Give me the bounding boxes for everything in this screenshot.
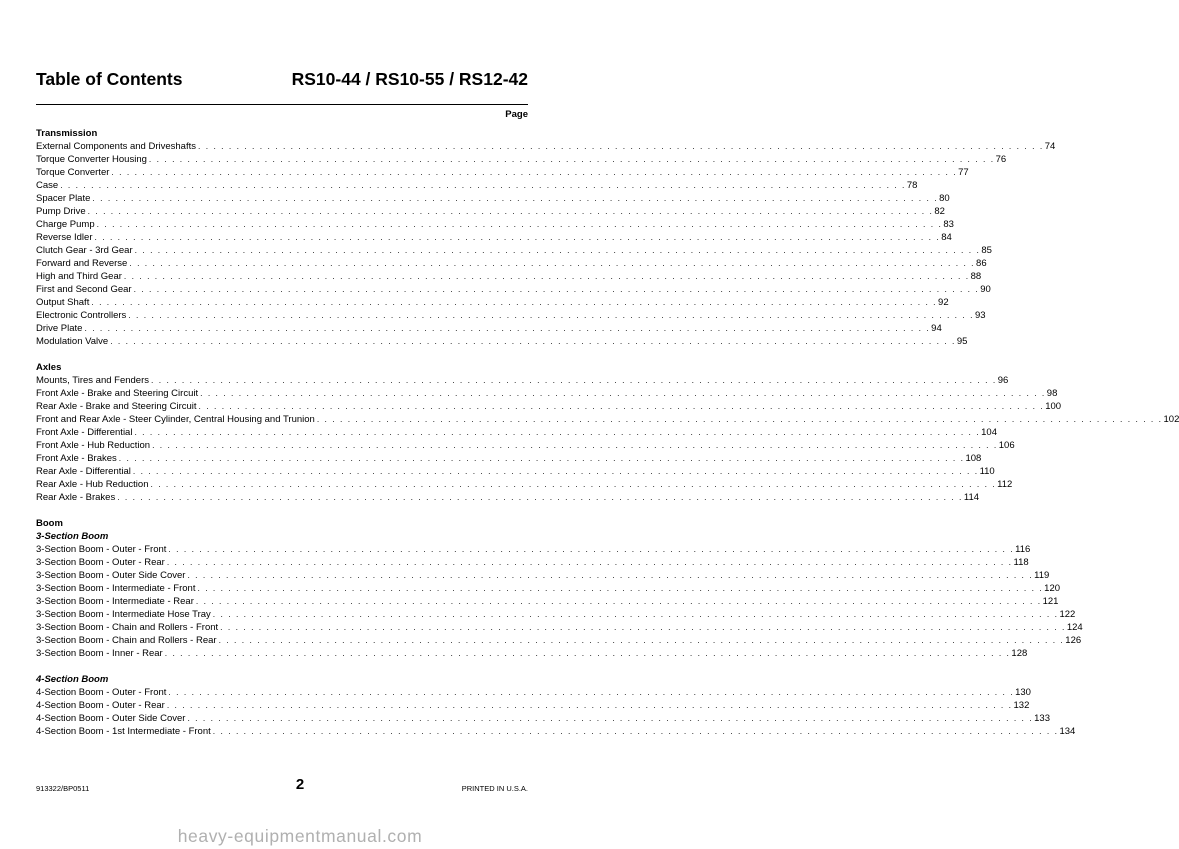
dot-leader: . . . . . . . . . . . . . . . . . . . . . . . . . . . . . . . . . . . . . . . . . . . . . . . . . . . . . . . . . . . . . . . . . . . . . . . . . . . . . . . . . . . . . . . . . . . . . . . . . . . . . . . . . . . . . . [198, 141, 1044, 151]
toc-entry-label: Forward and Reverse [36, 258, 128, 269]
toc-entry-page: 90 [980, 284, 991, 295]
dot-leader: . . . . . . . . . . . . . . . . . . . . . . . . . . . . . . . . . . . . . . . . . . . . . . . . . . . . . . . . . . . . . . . . . . . . . . . . . . . . . . . . . . . . . . . . . . . . . . . . . . . . . . . . . . . . . . [212, 609, 1059, 619]
toc-entry[interactable] [36, 309, 986, 322]
toc-entry-label: 3-Section Boom - Inner - Rear [36, 648, 163, 659]
toc-entry-page: 133 [1034, 713, 1050, 724]
dot-leader: . . . . . . . . . . . . . . . . . . . . . . . . . . . . . . . . . . . . . . . . . . . . . . . . . . . . . . . . . . . . . . . . . . . . . . . . . . . . . . . . . . . . . . . . . . . . . . . . . . . . . . . . . . . . . . [133, 284, 980, 294]
dot-leader: . . . . . . . . . . . . . . . . . . . . . . . . . . . . . . . . . . . . . . . . . . . . . . . . . . . . . . . . . . . . . . . . . . . . . . . . . . . . . . . . . . . . . . . . . . . . . . . . . . . . . . . . . . . . . . [218, 635, 1065, 645]
toc-entry-label: 4-Section Boom - Outer Side Cover [36, 713, 186, 724]
toc-entry-page: 76 [995, 154, 1007, 165]
toc-entry-label: 3-Section Boom - Intermediate - Front [36, 583, 196, 594]
dot-leader: . . . . . . . . . . . . . . . . . . . . . . . . . . . . . . . . . . . . . . . . . . . . . . . . . . . . . . . . . . . . . . . . . . . . . . . . . . . . . . . . . . . . . . . . . . . . . . . . . . . . . . . . . . . . . . [92, 193, 939, 203]
toc-entry-label: Reverse Idler [36, 232, 93, 243]
toc-entry-page: 112 [997, 479, 1013, 490]
toc-entry-label: Case [36, 180, 59, 191]
toc-entry[interactable] [36, 153, 1007, 166]
dot-leader: . . . . . . . . . . . . . . . . . . . . . . . . . . . . . . . . . . . . . . . . . . . . . . . . . . . . . . . . . . . . . . . . . . . . . . . . . . . . . . . . . . . . . . . . . . . . . . . . . . . . . . . . . . . . . . [187, 713, 1034, 723]
toc-entry-label: Rear Axle - Brakes [36, 492, 116, 503]
section-title: Axles [36, 362, 62, 373]
subsection-title: 3-Section Boom [36, 531, 109, 542]
dot-leader: . . . . . . . . . . . . . . . . . . . . . . . . . . . . . . . . . . . . . . . . . . . . . . . . . . . . . . . . . . . . . . . . . . . . . . . . . . . . . . . . . . . . . . . . . . . . . . . . . . . . . . . . . . . . . . [60, 180, 906, 190]
toc-entry-page: 124 [1066, 622, 1083, 633]
toc-entry-label: Front Axle - Brakes [36, 453, 117, 464]
toc-entry-label: Modulation Valve [36, 336, 109, 347]
dot-leader: . . . . . . . . . . . . . . . . . . . . . . . . . . . . . . . . . . . . . . . . . . . . . . . . . . . . . . . . . . . . . . . . . . . . . . . . . . . . . . . . . . . . . . . . . . . . . . . . . . . . . . . . . . . . . . [168, 687, 1015, 697]
toc-entry-page: 122 [1059, 609, 1076, 620]
toc-entry[interactable] [36, 621, 1083, 634]
toc-entry[interactable] [36, 374, 1009, 387]
toc-entry[interactable] [36, 452, 982, 465]
toc-entry-page: 82 [934, 206, 945, 217]
toc-entry-page: 96 [997, 375, 1009, 386]
toc-entry-label: Torque Converter [36, 167, 110, 178]
toc-entry-page: 116 [1015, 544, 1031, 555]
toc-entry[interactable] [36, 712, 1050, 725]
toc-entry[interactable] [36, 608, 1076, 621]
toc-entry[interactable] [36, 647, 1028, 660]
toc-entry[interactable] [36, 478, 1013, 491]
dot-leader: . . . . . . . . . . . . . . . . . . . . . . . . . . . . . . . . . . . . . . . . . . . . . . . . . . . . . . . . . . . . . . . . . . . . . . . . . . . . . . . . . . . . . . . . . . . . . . . . . . . . . . . . . . . . . . [150, 479, 997, 489]
toc-entry-page: 121 [1042, 596, 1059, 607]
toc-entry-label: Output Shaft [36, 297, 90, 308]
toc-entry-label: Pump Drive [36, 206, 86, 217]
toc-entry-page: 130 [1015, 687, 1031, 698]
dot-leader: . . . . . . . . . . . . . . . . . . . . . . . . . . . . . . . . . . . . . . . . . . . . . . . . . . . . . . . . . . . . . . . . . . . . . . . . . . . . . . . . . . . . . . . . . . . . . . . . . . . . . . . . . . . . . . [94, 232, 941, 242]
toc-entry-page: 106 [998, 440, 1015, 451]
toc-entry[interactable] [36, 556, 1029, 569]
toc-entry[interactable] [36, 335, 968, 348]
dot-leader: . . . . . . . . . . . . . . . . . . . . . . . . . . . . . . . . . . . . . . . . . . . . . . . . . . . . . . . . . . . . . . . . . . . . . . . . . . . . . . . . . . . . . . . . . . . . . . . . . . . . . . . . . . . . . . [151, 375, 997, 385]
toc-entry-page: 83 [943, 219, 954, 230]
dot-leader: . . . . . . . . . . . . . . . . . . . . . . . . . . . . . . . . . . . . . . . . . . . . . . . . . . . . . . . . . . . . . . . . . . . . . . . . . . . . . . . . . . . . . . . . . . . . . . . . . . . . . . . . . . . . . . [110, 336, 956, 346]
dot-leader: . . . . . . . . . . . . . . . . . . . . . . . . . . . . . . . . . . . . . . . . . . . . . . . . . . . . . . . . . . . . . . . . . . . . . . . . . . . . . . . . . . . . . . . . . . . . . . . . . . . . . . . . . . . . . . [96, 219, 943, 229]
model-numbers: RS10-44 / RS10-55 / RS12-42 [291, 69, 528, 89]
toc-entry[interactable] [36, 569, 1050, 582]
dot-leader: . . . . . . . . . . . . . . . . . . . . . . . . . . . . . . . . . . . . . . . . . . . . . . . . . . . . . . . . . . . . . . . . . . . . . . . . . . . . . . . . . . . . . . . . . . . . . . . . . . . . . . . . . . . . . . [129, 258, 976, 268]
subsection-title: 4-Section Boom [36, 674, 109, 685]
toc-entry-label: Front Axle - Hub Reduction [36, 440, 151, 451]
toc-entry[interactable] [36, 192, 950, 205]
toc-entry[interactable] [36, 205, 945, 218]
toc-entry-label: External Components and Driveshafts [36, 141, 196, 152]
dot-leader: . . . . . . . . . . . . . . . . . . . . . . . . . . . . . . . . . . . . . . . . . . . . . . . . . . . . . . . . . . . . . . . . . . . . . . . . . . . . . . . . . . . . . . . . . . . . . . . . . . . . . . . . . . . . . . [152, 440, 998, 450]
toc-entry[interactable] [36, 231, 952, 244]
toc-entry-page: 100 [1045, 401, 1062, 412]
toc-entry-page: 120 [1044, 583, 1061, 594]
toc-entry[interactable] [36, 218, 954, 231]
section-spacer [36, 348, 528, 361]
dot-leader: . . . . . . . . . . . . . . . . . . . . . . . . . . . . . . . . . . . . . . . . . . . . . . . . . . . . . . . . . . . . . . . . . . . . . . . . . . . . . . . . . . . . . . . . . . . . . . . . . . . . . . . . . . . . . . [220, 622, 1066, 632]
dot-leader: . . . . . . . . . . . . . . . . . . . . . . . . . . . . . . . . . . . . . . . . . . . . . . . . . . . . . . . . . . . . . . . . . . . . . . . . . . . . . . . . . . . . . . . . . . . . . . . . . . . . . . . . . . . . . . [148, 154, 995, 164]
table-of-contents [36, 127, 1179, 738]
page-header [36, 67, 528, 91]
dot-leader: . . . . . . . . . . . . . . . . . . . . . . . . . . . . . . . . . . . . . . . . . . . . . . . . . . . . . . . . . . . . . . . . . . . . . . . . . . . . . . . . . . . . . . . . . . . . . . . . . . . . . . . . . . . . . . [168, 544, 1015, 554]
toc-entry-label: 3-Section Boom - Outer Side Cover [36, 570, 186, 581]
toc-entry[interactable] [36, 166, 969, 179]
toc-entry-page: 126 [1065, 635, 1082, 646]
toc-entry-page: 78 [906, 180, 918, 191]
dot-leader: . . . . . . . . . . . . . . . . . . . . . . . . . . . . . . . . . . . . . . . . . . . . . . . . . . . . . . . . . . . . . . . . . . . . . . . . . . . . . . . . . . . . . . . . . . . . . . . . . . . . . . . . . . . . . . [123, 271, 970, 281]
dot-leader: . . . . . . . . . . . . . . . . . . . . . . . . . . . . . . . . . . . . . . . . . . . . . . . . . . . . . . . . . . . . . . . . . . . . . . . . . . . . . . . . . . . . . . . . . . . . . . . . . . . . . . . . . . . . . . [166, 557, 1013, 567]
toc-entry-page: 74 [1044, 141, 1056, 152]
dot-leader: . . . . . . . . . . . . . . . . . . . . . . . . . . . . . . . . . . . . . . . . . . . . . . . . . . . . . . . . . . . . . . . . . . . . . . . . . . . . . . . . . . . . . . . . . . . . . . . . . . . . . . . . . . . . . . [84, 323, 931, 333]
toc-entry[interactable] [36, 439, 1015, 452]
toc-entry-page: 108 [965, 453, 982, 464]
dot-leader: . . . . . . . . . . . . . . . . . . . . . . . . . . . . . . . . . . . . . . . . . . . . . . . . . . . . . . . . . . . . . . . . . . . . . . . . . . . . . . . . . . . . . . . . . . . . . . . . . . . . . . . . . . . . . . [134, 245, 981, 255]
toc-entry-page: 128 [1011, 648, 1028, 659]
document-number: 913322/BP0511 [36, 784, 90, 793]
toc-entry-page: 119 [1034, 570, 1050, 581]
toc-entry[interactable] [36, 400, 1062, 413]
toc-entry[interactable] [36, 725, 1076, 738]
toc-entry[interactable] [36, 582, 1061, 595]
toc-entry-label: 4-Section Boom - Outer - Rear [36, 700, 165, 711]
toc-entry-label: 3-Section Boom - Outer - Rear [36, 557, 165, 568]
toc-entry-page: 84 [941, 232, 952, 243]
page-title: Table of Contents [36, 69, 183, 89]
toc-entry-label: First and Second Gear [36, 284, 132, 295]
toc-entry[interactable] [36, 426, 997, 439]
toc-entry-page: 88 [970, 271, 982, 282]
toc-entry[interactable] [36, 465, 995, 478]
toc-entry[interactable] [36, 686, 1031, 699]
toc-entry-label: Mounts, Tires and Fenders [36, 375, 149, 386]
toc-entry[interactable] [36, 270, 982, 283]
dot-leader: . . . . . . . . . . . . . . . . . . . . . . . . . . . . . . . . . . . . . . . . . . . . . . . . . . . . . . . . . . . . . . . . . . . . . . . . . . . . . . . . . . . . . . . . . . . . . . . . . . . . . . . . . . . . . . [200, 388, 1046, 398]
toc-entry-label: 3-Section Boom - Chain and Rollers - Front [36, 622, 219, 633]
toc-entry-page: 104 [981, 427, 997, 438]
toc-entry-page: 114 [963, 492, 980, 503]
dot-leader: . . . . . . . . . . . . . . . . . . . . . . . . . . . . . . . . . . . . . . . . . . . . . . . . . . . . . . . . . . . . . . . . . . . . . . . . . . . . . . . . . . . . . . . . . . . . . . . . . . . . . . . . . . . . . . [118, 453, 965, 463]
toc-entry-page: 134 [1059, 726, 1076, 737]
dot-leader: . . . . . . . . . . . . . . . . . . . . . . . . . . . . . . . . . . . . . . . . . . . . . . . . . . . . . . . . . . . . . . . . . . . . . . . . . . . . . . . . . . . . . . . . . . . . . . . . . . . . . . . . . . . . . . [212, 726, 1059, 736]
toc-entry[interactable] [36, 244, 992, 257]
toc-entry-label: 4-Section Boom - 1st Intermediate - Front [36, 726, 211, 737]
toc-entry[interactable] [36, 283, 991, 296]
toc-entry-page: 98 [1046, 388, 1058, 399]
toc-entry-label: Front Axle - Brake and Steering Circuit [36, 388, 199, 399]
header-rule [36, 104, 528, 105]
toc-entry-label: 3-Section Boom - Chain and Rollers - Rear [36, 635, 217, 646]
dot-leader: . . . . . . . . . . . . . . . . . . . . . . . . . . . . . . . . . . . . . . . . . . . . . . . . . . . . . . . . . . . . . . . . . . . . . . . . . . . . . . . . . . . . . . . . . . . . . . . . . . . . . . . . . . . . . . [164, 648, 1011, 658]
toc-entry[interactable] [36, 140, 1056, 153]
toc-entry-label: 4-Section Boom - Outer - Front [36, 687, 167, 698]
toc-entry-label: Spacer Plate [36, 193, 91, 204]
toc-entry[interactable] [36, 387, 1058, 400]
toc-entry-label: 3-Section Boom - Intermediate Hose Tray [36, 609, 211, 620]
toc-entry-page: 94 [931, 323, 942, 334]
toc-entry[interactable] [36, 543, 1031, 556]
dot-leader: . . . . . . . . . . . . . . . . . . . . . . . . . . . . . . . . . . . . . . . . . . . . . . . . . . . . . . . . . . . . . . . . . . . . . . . . . . . . . . . . . . . . . . . . . . . . . . . . . . . . . . . . . . . . . . [195, 596, 1042, 606]
watermark: heavy-equipmentmanual.com [177, 826, 423, 846]
toc-entry-label: Rear Axle - Hub Reduction [36, 479, 149, 490]
dot-leader: . . . . . . . . . . . . . . . . . . . . . . . . . . . . . . . . . . . . . . . . . . . . . . . . . . . . . . . . . . . . . . . . . . . . . . . . . . . . . . . . . . . . . . . . . . . . . . . . . . . . . . . . . . . . . . [87, 206, 934, 216]
page-column-label: Page [505, 109, 528, 120]
toc-entry-page: 80 [939, 193, 950, 204]
toc-entry-label: Rear Axle - Brake and Steering Circuit [36, 401, 197, 412]
toc-entry-label: Torque Converter Housing [36, 154, 147, 165]
toc-entry-page: 118 [1013, 557, 1029, 568]
toc-entry[interactable] [36, 491, 980, 504]
group-spacer [36, 660, 528, 673]
section-spacer [36, 504, 528, 517]
dot-leader: . . . . . . . . . . . . . . . . . . . . . . . . . . . . . . . . . . . . . . . . . . . . . . . . . . . . . . . . . . . . . . . . . . . . . . . . . . . . . . . . . . . . . . . . . . . . . . . . . . . . . . . . . . . . . . [128, 310, 974, 320]
dot-leader: . . . . . . . . . . . . . . . . . . . . . . . . . . . . . . . . . . . . . . . . . . . . . . . . . . . . . . . . . . . . . . . . . . . . . . . . . . . . . . . . . . . . . . . . . . . . . . . . . . . . . . . . . . . . . . [198, 401, 1045, 411]
toc-entry[interactable] [36, 257, 987, 270]
dot-leader: . . . . . . . . . . . . . . . . . . . . . . . . . . . . . . . . . . . . . . . . . . . . . . . . . . . . . . . . . . . . . . . . . . . . . . . . . . . . . . . . . . . . . . . . . . . . . . . . . . . . . . . . . . . . . . [166, 700, 1013, 710]
toc-entry-label: Charge Pump [36, 219, 95, 230]
toc-entry-label: Front and Rear Axle - Steer Cylinder, Central Housing and Trunion [36, 414, 315, 425]
toc-entry-page: 102 [1163, 414, 1179, 425]
toc-entry-label: Rear Axle - Differential [36, 466, 131, 477]
toc-entry[interactable] [36, 413, 1179, 426]
dot-leader: . . . . . . . . . . . . . . . . . . . . . . . . . . . . . . . . . . . . . . . . . . . . . . . . . . . . . . . . . . . . . . . . . . . . . . . . . . . . . . . . . . . . . . . . . . . . . . . . . . . . . . . . . . . . . . [111, 167, 958, 177]
toc-entry-label: 3-Section Boom - Intermediate - Rear [36, 596, 194, 607]
dot-leader: . . . . . . . . . . . . . . . . . . . . . . . . . . . . . . . . . . . . . . . . . . . . . . . . . . . . . . . . . . . . . . . . . . . . . . . . . . . . . . . . . . . . . . . . . . . . . . . . . . . . . . . . . . . . . . [187, 570, 1034, 580]
toc-entry-label: 3-Section Boom - Outer - Front [36, 544, 167, 555]
toc-entry-page: 86 [976, 258, 987, 269]
toc-entry-page: 77 [958, 167, 969, 178]
toc-entry-label: Drive Plate [36, 323, 83, 334]
toc-entry-page: 93 [974, 310, 986, 321]
toc-entry[interactable] [36, 699, 1030, 712]
dot-leader: . . . . . . . . . . . . . . . . . . . . . . . . . . . . . . . . . . . . . . . . . . . . . . . . . . . . . . . . . . . . . . . . . . . . . . . . . . . . . . . . . . . . . . . . . . . . . . . . . . . . . . . . . . . . . . [91, 297, 938, 307]
section-title: Boom [36, 518, 63, 529]
dot-leader: . . . . . . . . . . . . . . . . . . . . . . . . . . . . . . . . . . . . . . . . . . . . . . . . . . . . . . . . . . . . . . . . . . . . . . . . . . . . . . . . . . . . . . . . . . . . . . . . . . . . . . . . . . . . . . [132, 466, 979, 476]
toc-entry-label: Front Axle - Differential [36, 427, 133, 438]
toc-entry-label: Clutch Gear - 3rd Gear [36, 245, 133, 256]
toc-entry-page: 92 [938, 297, 949, 308]
toc-entry-page: 85 [981, 245, 992, 256]
dot-leader: . . . . . . . . . . . . . . . . . . . . . . . . . . . . . . . . . . . . . . . . . . . . . . . . . . . . . . . . . . . . . . . . . . . . . . . . . . . . . . . . . . . . . . . . . . . . . . . . . . . . . . . . . . . . . . [316, 414, 1163, 424]
toc-entry[interactable] [36, 322, 942, 335]
toc-entry-label: High and Third Gear [36, 271, 122, 282]
toc-entry-page: 110 [979, 466, 995, 477]
toc-entry-page: 132 [1013, 700, 1030, 711]
dot-leader: . . . . . . . . . . . . . . . . . . . . . . . . . . . . . . . . . . . . . . . . . . . . . . . . . . . . . . . . . . . . . . . . . . . . . . . . . . . . . . . . . . . . . . . . . . . . . . . . . . . . . . . . . . . . . . [197, 583, 1044, 593]
toc-entry-page: 95 [956, 336, 968, 347]
toc-entry[interactable] [36, 595, 1059, 608]
toc-entry[interactable] [36, 179, 918, 192]
section-title: Transmission [36, 128, 98, 139]
printed-in-label: PRINTED IN U.S.A. [461, 784, 528, 793]
toc-entry-label: Electronic Controllers [36, 310, 127, 321]
page-number: 2 [295, 776, 305, 793]
toc-entry[interactable] [36, 296, 949, 309]
dot-leader: . . . . . . . . . . . . . . . . . . . . . . . . . . . . . . . . . . . . . . . . . . . . . . . . . . . . . . . . . . . . . . . . . . . . . . . . . . . . . . . . . . . . . . . . . . . . . . . . . . . . . . . . . . . . . . [117, 492, 963, 502]
toc-entry[interactable] [36, 634, 1082, 647]
dot-leader: . . . . . . . . . . . . . . . . . . . . . . . . . . . . . . . . . . . . . . . . . . . . . . . . . . . . . . . . . . . . . . . . . . . . . . . . . . . . . . . . . . . . . . . . . . . . . . . . . . . . . . . . . . . . . . [134, 427, 981, 437]
